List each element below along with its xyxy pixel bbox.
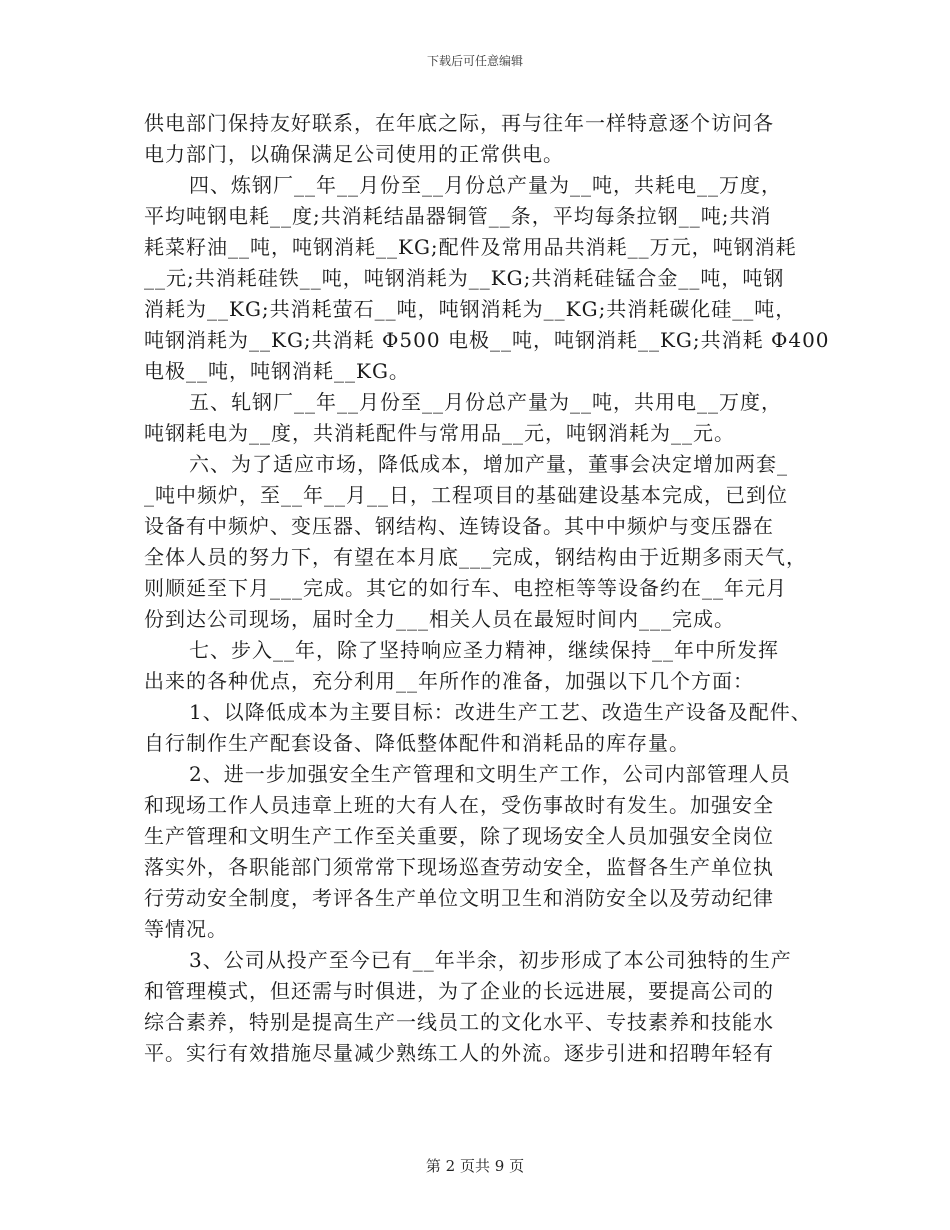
- text-line: 份到达公司现场，届时全力___相关人员在最短时间内___完成。: [144, 607, 735, 631]
- text-line: 出来的各种优点，充分利用__年所作的准备，加强以下几个方面：: [144, 669, 754, 693]
- text-line: 等情况。: [144, 917, 228, 941]
- text-line: 行劳动安全制度，考评各生产单位文明卫生和消防安全以及劳动纪律: [144, 886, 774, 910]
- text-line: 全体人员的努力下，有望在本月底___完成，钢结构由于近期多雨天气，: [144, 545, 807, 569]
- text-line: 吨钢消耗为__KG;共消耗 Φ500 电极__吨，吨钢消耗__KG;共消耗 Φ400: [144, 328, 830, 352]
- page-header: 下载后可任意编辑: [426, 54, 523, 68]
- text-line: 耗菜籽油__吨，吨钢消耗__KG;配件及常用品共消耗__万元，吨钢消耗: [144, 235, 797, 259]
- text-line: 电力部门，以确保满足公司使用的正常供电。: [144, 142, 564, 166]
- text-line: 则顺延至下月___完成。其它的如行车、电控柜等等设备约在__年元月: [144, 576, 787, 600]
- page-footer: 第 2 页共 9 页: [425, 1157, 525, 1175]
- text-line: 七、步入__年，除了坚持响应圣力精神，继续保持__年中所发挥: [189, 638, 779, 662]
- text-line: 设备有中频炉、变压器、钢结构、连铸设备。其中中频炉与变压器在: [144, 514, 774, 538]
- text-line: 生产管理和文明生产工作至关重要，除了现场安全人员加强安全岗位: [144, 824, 774, 848]
- text-line: 2、进一步加强安全生产管理和文明生产工作，公司内部管理人员: [189, 762, 791, 786]
- text-line: 自行制作生产配套设备、降低整体配件和消耗品的库存量。: [144, 731, 690, 755]
- document-body: [144, 108, 830, 1069]
- text-line: 3、公司从投产至今已有__年半余，初步形成了本公司独特的生产: [189, 948, 792, 972]
- text-line: 四、炼钢厂__年__月份至__月份总产量为__吨，共耗电__万度，: [189, 173, 782, 197]
- text-line: 六、为了适应市场，降低成本，增加产量，董事会决定增加两套_: [189, 452, 788, 476]
- text-line: 五、轧钢厂__年__月份至__月份总产量为__吨，共用电__万度，: [189, 390, 782, 414]
- text-line: 落实外，各职能部门须常常下现场巡查劳动安全，监督各生产单位执: [144, 855, 774, 879]
- text-line: 和管理模式，但还需与时俱进，为了企业的长远进展，要提高公司的: [144, 979, 774, 1003]
- text-line: 供电部门保持友好联系，在年底之际，再与往年一样特意逐个访问各: [144, 111, 774, 135]
- text-line: 消耗为__KG;共消耗萤石__吨，吨钢消耗为__KG;共消耗碳化硅__吨，: [144, 297, 797, 321]
- text-line: __元;共消耗硅铁__吨，吨钢消耗为__KG;共消耗硅锰合金__吨，吨钢: [144, 266, 785, 290]
- text-line: _吨中频炉，至__年__月__日，工程项目的基础建设基本完成，已到位: [144, 483, 788, 507]
- text-line: 吨钢耗电为__度，共消耗配件与常用品__元，吨钢消耗为__元。: [144, 421, 735, 445]
- text-line: 1、以降低成本为主要目标：改进生产工艺、改造生产设备及配件、: [189, 700, 812, 724]
- text-line: 平。实行有效措施尽量减少熟练工人的外流。逐步引进和招聘年轻有: [144, 1041, 774, 1065]
- text-line: 综合素养，特别是提高生产一线员工的文化水平、专技素养和技能水: [144, 1010, 774, 1034]
- text-line: 平均吨钢电耗__度;共消耗结晶器铜管__条，平均每条拉钢__吨;共消: [144, 204, 772, 228]
- text-line: 和现场工作人员违章上班的大有人在，受伤事故时有发生。加强安全: [144, 793, 774, 817]
- text-line: 电极__吨，吨钢消耗__KG。: [144, 359, 410, 383]
